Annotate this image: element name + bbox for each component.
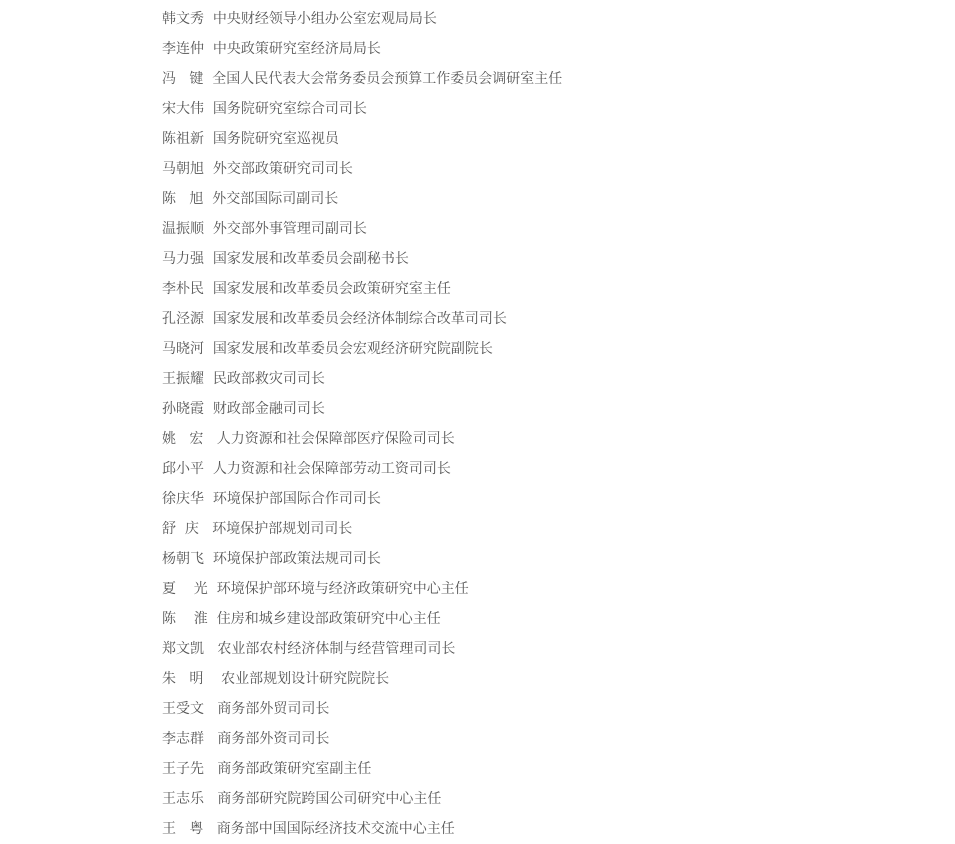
member-list [162, 4, 562, 844]
list-item [162, 514, 562, 544]
entry-text: 徐庆华 环境保护部国际合作司司长 [162, 491, 381, 507]
list-item [162, 394, 562, 424]
entry-text: 舒 庆 环境保护部规划司司长 [162, 521, 353, 537]
entry-text: 陈 旭 外交部国际司副司长 [162, 191, 339, 207]
list-item [162, 724, 562, 754]
entry-text: 郑文凯 农业部农村经济体制与经营管理司司长 [162, 641, 456, 657]
entry-text: 邱小平 人力资源和社会保障部劳动工资司司长 [162, 461, 451, 477]
list-item [162, 214, 562, 244]
entry-text: 马朝旭 外交部政策研究司司长 [162, 161, 353, 177]
entry-text: 温振顺 外交部外事管理司副司长 [162, 221, 367, 237]
entry-text: 朱 明 农业部规划设计研究院院长 [162, 671, 390, 687]
list-item [162, 544, 562, 574]
list-item [162, 154, 562, 184]
list-item [162, 334, 562, 364]
entry-text: 孙晓霞 财政部金融司司长 [162, 401, 325, 417]
entry-text: 韩文秀 中央财经领导小组办公室宏观局局长 [162, 11, 437, 27]
list-item [162, 424, 562, 454]
list-item [162, 34, 562, 64]
entry-text: 王 粤 商务部中国国际经济技术交流中心主任 [162, 821, 455, 837]
entry-text: 马晓河 国家发展和改革委员会宏观经济研究院副院长 [162, 341, 493, 357]
list-item [162, 484, 562, 514]
entry-text: 王振耀 民政部救灾司司长 [162, 371, 325, 387]
entry-text: 马力强 国家发展和改革委员会副秘书长 [162, 251, 409, 267]
list-item [162, 604, 562, 634]
list-item [162, 244, 562, 274]
entry-text: 宋大伟 国务院研究室综合司司长 [162, 101, 367, 117]
list-item [162, 454, 562, 484]
list-item [162, 274, 562, 304]
entry-text: 李连仲 中央政策研究室经济局局长 [162, 41, 381, 57]
list-item [162, 4, 562, 34]
list-item [162, 364, 562, 394]
list-item [162, 64, 562, 94]
entry-text: 姚 宏 人力资源和社会保障部医疗保险司司长 [162, 431, 455, 447]
entry-text: 王志乐 商务部研究院跨国公司研究中心主任 [162, 791, 442, 807]
list-item [162, 694, 562, 724]
list-item [162, 754, 562, 784]
entry-text: 李朴民 国家发展和改革委员会政策研究室主任 [162, 281, 451, 297]
list-item [162, 634, 562, 664]
entry-text: 杨朝飞 环境保护部政策法规司司长 [162, 551, 381, 567]
entry-text: 冯 键 全国人民代表大会常务委员会预算工作委员会调研室主任 [162, 71, 563, 87]
list-item [162, 124, 562, 154]
entry-text: 王子先 商务部政策研究室副主任 [162, 761, 372, 777]
entry-text: 李志群 商务部外资司司长 [162, 731, 330, 747]
list-item [162, 184, 562, 214]
entry-text: 王受文 商务部外贸司司长 [162, 701, 330, 717]
list-item [162, 574, 562, 604]
entry-text: 孔泾源 国家发展和改革委员会经济体制综合改革司司长 [162, 311, 507, 327]
entry-text: 陈 淮 住房和城乡建设部政策研究中心主任 [162, 611, 441, 627]
entry-text: 夏 光 环境保护部环境与经济政策研究中心主任 [162, 581, 469, 597]
entry-text: 陈祖新 国务院研究室巡视员 [162, 131, 339, 147]
list-item [162, 784, 562, 814]
list-item [162, 304, 562, 334]
list-item [162, 664, 562, 694]
list-item [162, 94, 562, 124]
list-item [162, 814, 562, 844]
